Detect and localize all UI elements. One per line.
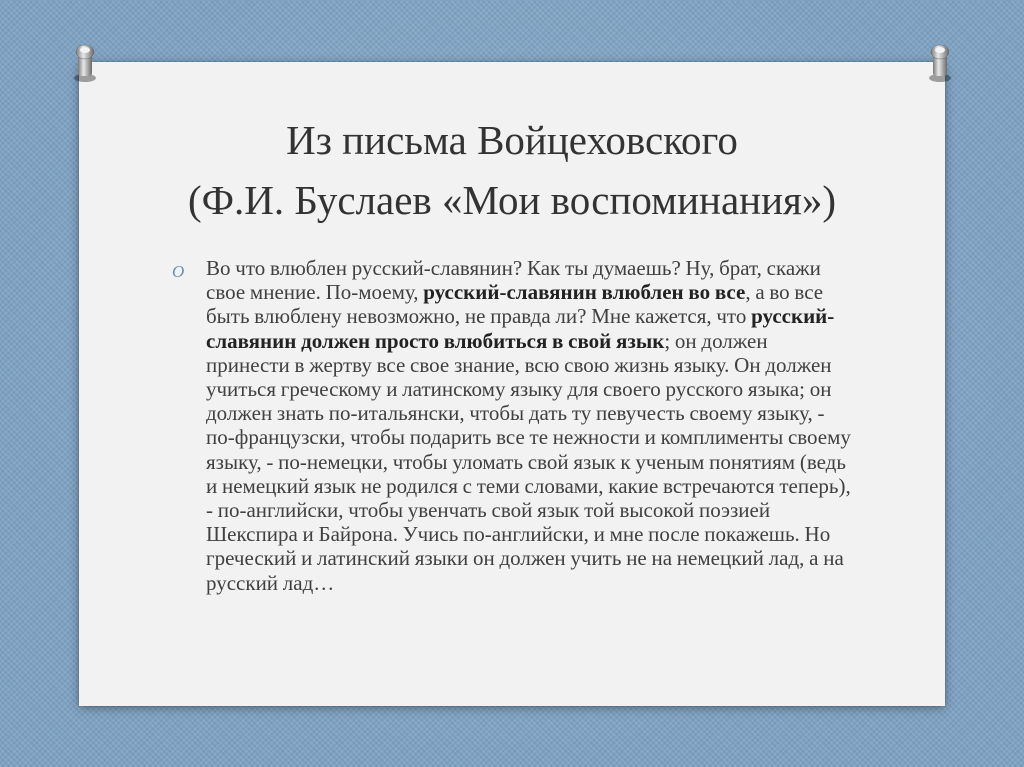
slide-title [0,110,1024,230]
slide-title-line-1: Из письма Войцеховского [286,117,738,163]
quote-text-1: Во что влюблен русский-славянин? Как ты думаешь? Ну, брат, скажи свое мнение. По-моему, [206,256,821,305]
slide-title-line-2: (Ф.И. Буслаев «Мои воспоминания») [187,177,837,223]
quote-text-3: ; он должен принести в жертву все свое знание, всю свою жизнь языку. Он должен учиться греческому и латинскому языку для своего русского языка; он должен знать по-итальянски, чтобы дать ту певучесть своему языку, - по-французски, чтобы подарить все те нежности и комплименты своему языку, - по-немецки, чтобы уломать свой язык к ученым понятиям (ведь и немецкий язык не родился с теми словами, какие встречаются теперь), - по-английски, чтобы увенчать свой язык той высокой поэзией Шекспира и Байрона. Учись по-английски, и мне после покажешь. Но греческий и латинский языки он должен учить не на немецкий лад, а на русский лад… [206,328,851,595]
quote-text-2: , а во все быть влюблену невозможно, не правда ли? Мне кажется, что [206,280,824,329]
quote-bold-2: русский-славянин должен просто влюбиться в свой язык [206,304,835,353]
quote-paragraph [206,256,856,595]
quote-bold-1: русский-славянин влюблен во все [423,280,746,305]
push-pin-icon [925,40,955,84]
push-pin-icon [70,40,100,84]
bullet-marker: O [172,262,185,281]
